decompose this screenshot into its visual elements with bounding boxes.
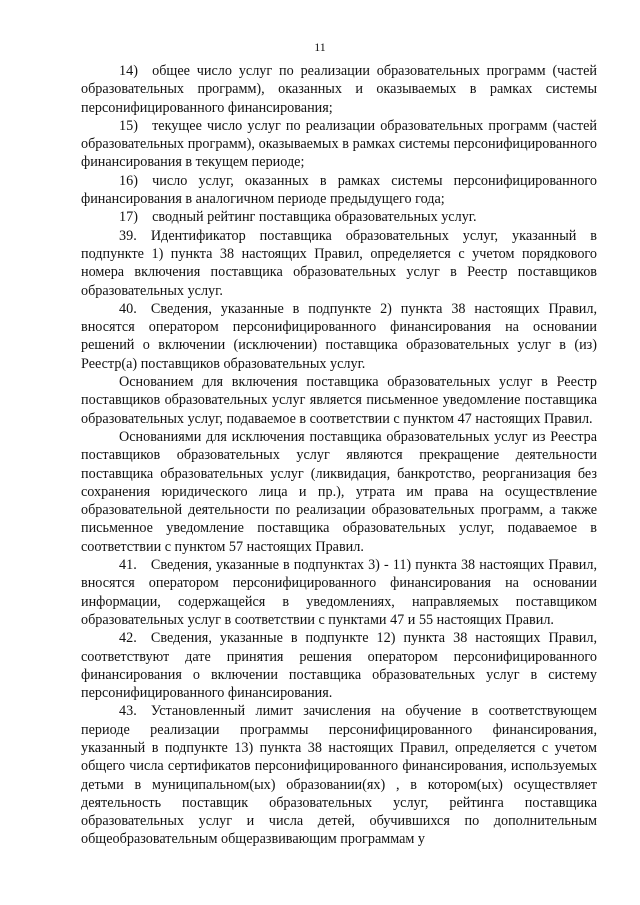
paragraph-40-inclusion: Основанием для включения поставщика образовательных услуг в Реестр поставщиков образовательных услуг является письменное уведомление поставщика образовательных услуг, подаваемое в соответствии с пунктом 47 настоящих Правил. — [81, 374, 597, 427]
paragraph-39: 39. Идентификатор поставщика образовательных услуг, указанный в подпункте 1) пункта 38 настоящих Правил, определяется с учетом порядкового номера включения поставщика образовательных услуг в Реестр поставщиков образовательных услуг. — [81, 227, 597, 299]
paragraph-40: 40. Сведения, указанные в подпункте 2) пункта 38 настоящих Правил, вносятся оператором персонифицированного финансирования на основании решений о включении (исключении) поставщика образовательных услуг в (из) Реестр(а) поставщиков образовательных услуг. — [81, 300, 597, 372]
paragraph-15: 15) текущее число услуг по реализации образовательных программ (частей образовательных программ), оказываемых в рамках системы персонифицированного финансирования в текущем периоде; — [81, 117, 597, 171]
page-number: 11 — [314, 40, 326, 54]
paragraph-42: 42. Сведения, указанные в подпункте 12) пункта 38 настоящих Правил, соответствуют дате принятия решения оператором персонифицированного финансирования о включении поставщика образовательных услуг в систему персонифицированного финансирования. — [81, 630, 597, 702]
paragraph-16: 16) число услуг, оказанных в рамках системы персонифицированного финансирования в аналогичном периоде предыдущего года; — [81, 172, 597, 208]
paragraph-40-exclusion: Основаниями для исключения поставщика образовательных услуг из Реестра поставщиков образовательных услуг являются прекращение деятельности поставщика образовательных услуг (ликвидация, банкротство, реорганизация без сохранения юридического лица и пр.), утрата им права на осуществление образовательной деятельности по реализации образовательных программ, а также письменное уведомление поставщика образовательных услуг, подаваемое в соответствии с пунктом 57 настоящих Правил. — [81, 428, 597, 555]
page-content — [81, 62, 597, 849]
paragraph-17: 17) сводный рейтинг поставщика образовательных услуг. — [119, 209, 477, 226]
paragraph-43: 43. Установленный лимит зачисления на обучение в соответствующем периоде реализации программы персонифицированного финансирования, указанный в подпункте 13) пункта 38 настоящих Правил, определяется с учетом общего числа сертификатов персонифицированного финансирования, используемых детьми в муниципальном(ых) образовании(ях) , в котором(ых) осуществляет деятельность поставщик образовательных услуг, рейтинга поставщика образовательных услуг и числа детей, обучившихся по дополнительным общеобразовательным общеразвивающим программам у — [81, 703, 597, 848]
paragraph-14: 14) общее число услуг по реализации образовательных программ (частей образовательных программ), оказанных и оказываемых в рамках системы персонифицированного финансирования; — [81, 63, 597, 116]
paragraph-41: 41. Сведения, указанные в подпунктах 3) - 11) пункта 38 настоящих Правил, вносятся оператором персонифицированного финансирования на основании информации, содержащейся в уведомлениях, направляемых поставщиком образовательных услуг в соответствии с пунктами 47 и 55 настоящих Правил. — [81, 557, 597, 628]
